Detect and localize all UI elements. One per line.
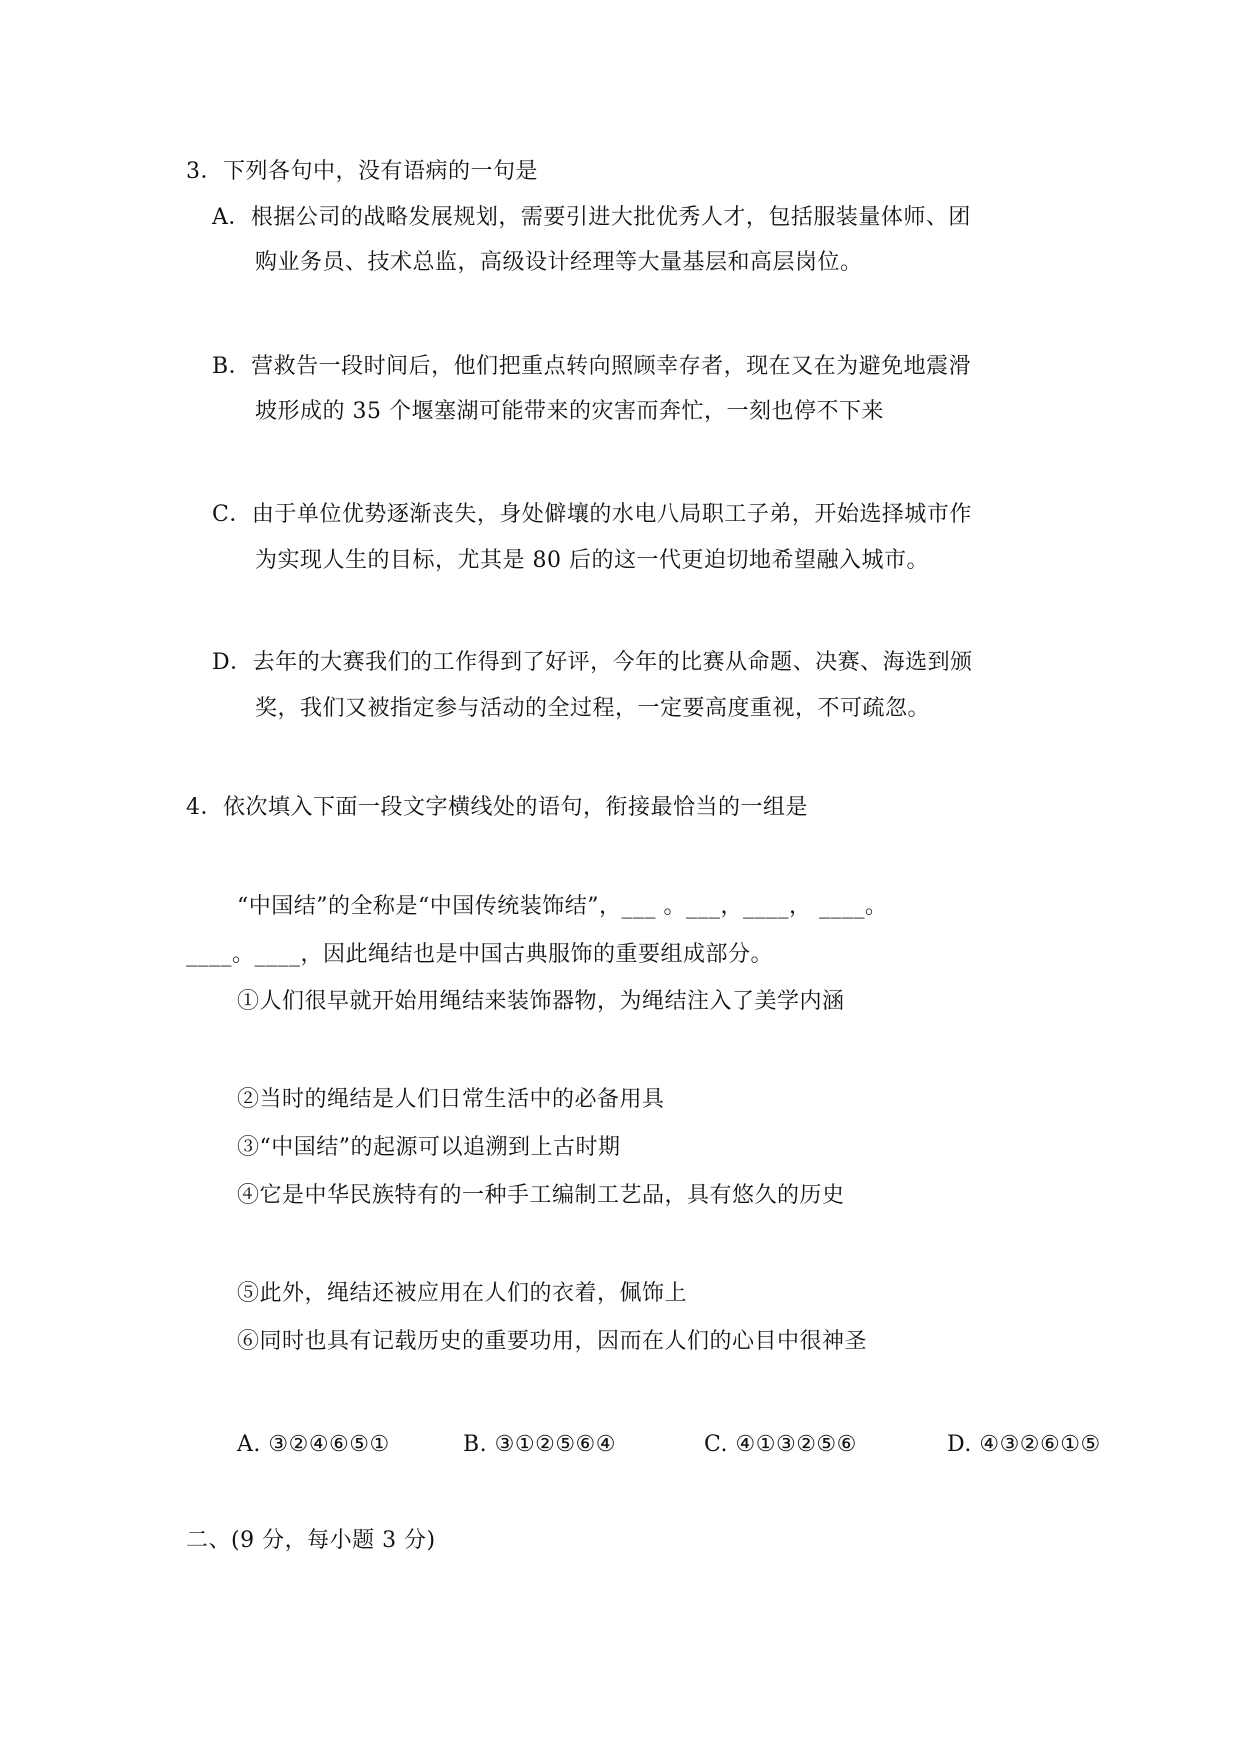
q3-option-c-line2: 为实现人生的目标，尤其是 80 后的这一代更迫切地希望融入城市。 xyxy=(255,548,929,573)
q3-option-d-line2: 奖，我们又被指定参与活动的全过程，一定要高度重视，不可疏忽。 xyxy=(255,696,931,721)
q4-choices xyxy=(237,1430,1137,1460)
q4-item-4: ④它是中华民族特有的一种手工编制工艺品，具有悠久的历史 xyxy=(237,1183,845,1208)
q3-option-b-line1: B．营救告一段时间后，他们把重点转向照顾幸存者，现在又在为避免地震滑 xyxy=(212,354,972,379)
q4-item-6: ⑥同时也具有记载历史的重要功用，因而在人们的心目中很神圣 xyxy=(237,1329,868,1354)
q4-item-2: ②当时的绳结是人们日常生活中的必备用具 xyxy=(237,1087,665,1112)
q4-item-5: ⑤此外，绳结还被应用在人们的衣着，佩饰上 xyxy=(237,1281,688,1306)
q4-item-3: ③“中国结”的起源可以追溯到上古时期 xyxy=(237,1135,621,1160)
q4-choice-a: A. ③②④⑥⑤① xyxy=(237,1432,390,1457)
q3-option-b-line2: 坡形成的 35 个堰塞湖可能带来的灾害而奔忙，一刻也停不下来 xyxy=(255,399,884,424)
section-2-heading: 二、(9 分，每小题 3 分) xyxy=(186,1528,436,1553)
q4-choice-d: D. ④③②⑥①⑤ xyxy=(947,1432,1101,1457)
q4-item-1: ①人们很早就开始用绳结来装饰器物，为绳结注入了美学内涵 xyxy=(237,989,845,1014)
question-3-stem: 3．下列各句中，没有语病的一句是 xyxy=(186,159,538,184)
question-4-stem: 4．依次填入下面一段文字横线处的语句，衔接最恰当的一组是 xyxy=(186,795,808,820)
q4-passage-line1: “中国结”的全称是“中国传统装饰结”，___ 。___，____， ____。 xyxy=(237,894,888,919)
q3-option-a-line2: 购业务员、技术总监，高级设计经理等大量基层和高层岗位。 xyxy=(255,250,863,275)
q4-choice-b: B. ③①②⑤⑥④ xyxy=(463,1432,616,1457)
q4-passage-line2: ____。____，因此绳结也是中国古典服饰的重要组成部分。 xyxy=(186,942,774,967)
q3-option-a-line1: A．根据公司的战略发展规划，需要引进大批优秀人才，包括服装量体师、团 xyxy=(212,205,971,230)
q4-choice-c: C. ④①③②⑤⑥ xyxy=(704,1432,857,1457)
q3-option-c-line1: C．由于单位优势逐渐丧失，身处僻壤的水电八局职工子弟，开始选择城市作 xyxy=(212,502,972,527)
q3-option-d-line1: D．去年的大赛我们的工作得到了好评，今年的比赛从命题、决赛、海选到颁 xyxy=(212,650,973,675)
